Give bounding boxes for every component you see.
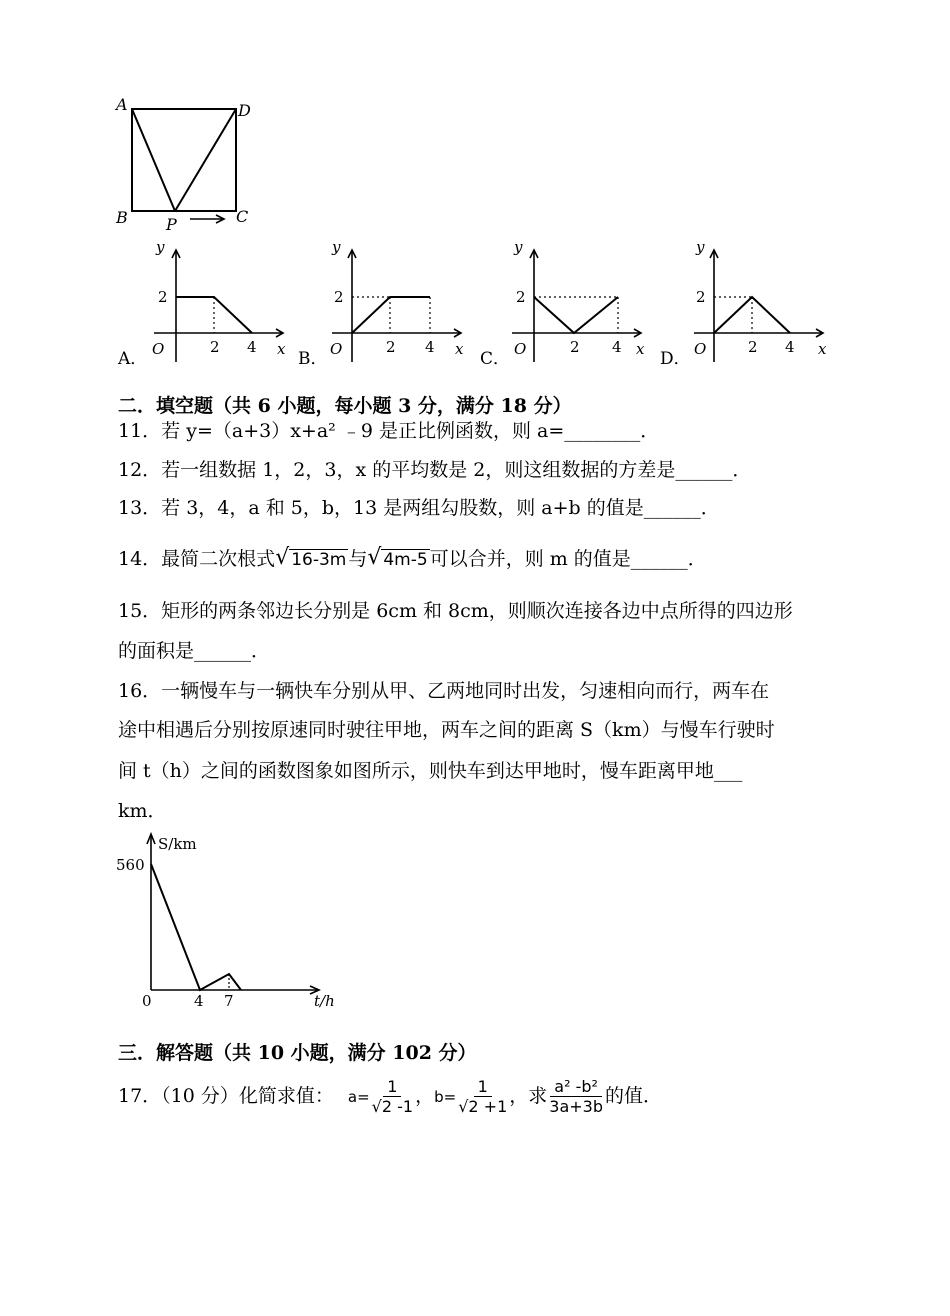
q14-mid: 与 [348,548,368,570]
graph-b-y-label: y [332,238,341,256]
graph-b-y-tick: 2 [334,288,344,306]
q17-comma: ， [415,1085,435,1108]
q14-pre: 14．最简二次根式 [118,548,276,570]
option-c-letter: C． [480,349,511,369]
square-figure [112,92,262,232]
question-11: 11．若 y=（a+3）x+a² ﹣9 是正比例函数，则 a=________． [118,420,660,442]
segment-ap [132,109,175,211]
graph-d-origin: O [694,340,707,358]
q17-expression-denominator: 3a+3b [549,1096,603,1116]
q16-distance-graph [112,826,352,1016]
graph-d-x-tick-4: 4 [785,338,795,356]
graph-d-y-label: y [696,238,705,256]
q17-a-numerator: 1 [383,1078,401,1097]
question-16-line-1: 16．一辆慢车与一辆快车分别从甲、乙两地同时出发，匀速相向而行，两车在 [118,680,770,702]
graph-c-y-tick: 2 [516,288,526,306]
q14-radical-2 [367,548,429,571]
graph-a-y-tick: 2 [158,288,168,306]
graph-d-x-label: x [818,340,827,358]
graph-c-curve [534,297,618,333]
q17-a-denominator: √2 -1 [371,1096,414,1116]
section-2-heading: 二．填空题（共 6 小题，每小题 3 分，满分 18 分） [118,395,572,417]
section-3-heading: 三．解答题（共 10 小题，满分 102 分） [118,1042,477,1064]
q17-mid: ，求 [509,1085,548,1108]
q17-a-fraction [370,1078,415,1116]
q16-curve [151,864,241,990]
q16-x-0: 0 [142,992,152,1010]
q16-x-4: 4 [194,992,204,1010]
graph-c-y-label: y [514,238,523,256]
graph-a-x-tick-4: 4 [247,338,257,356]
q17-expression-numerator: a² -b² [550,1078,602,1097]
graph-b-curve [352,297,430,333]
q17-b-denominator: √2 +1 [458,1096,508,1116]
q16-y-560: 560 [116,856,145,874]
graph-a-x-tick-2: 2 [210,338,220,356]
graph-b-x-tick-4: 4 [425,338,435,356]
option-d [660,236,840,369]
graph-a-x-label: x [277,340,286,358]
segment-dp [175,109,236,211]
graph-b-x-label: x [455,340,464,358]
graph-a [142,236,292,366]
graph-d-y-tick: 2 [696,288,706,306]
option-a-letter: A． [118,349,148,369]
q17-b-numerator: 1 [474,1078,492,1097]
option-b-letter: B． [298,349,328,369]
option-d-letter: D． [660,349,691,369]
label-a: A [116,95,128,114]
q14-radicand-1: 16-3m [291,550,347,570]
q14-radical-1 [275,548,348,571]
question-12: 12．若一组数据 1，2，3，x 的平均数是 2，则这组数据的方差是______． [118,459,752,481]
question-13: 13．若 3，4，a 和 5，b，13 是两组勾股数，则 a+b 的值是______． [118,497,720,519]
label-c: C [236,207,249,226]
q17-expression-fraction [547,1078,605,1116]
graph-c [500,236,650,366]
q16-x-label: t/h [314,992,335,1010]
graph-a-y-label: y [156,238,165,256]
graph-a-origin: O [152,340,165,358]
question-14 [118,548,707,571]
graph-c-x-tick-2: 2 [570,338,580,356]
graph-c-x-tick-4: 4 [612,338,622,356]
question-15-line-1: 15．矩形的两条邻边长分别是 6cm 和 8cm，则顺次连接各边中点所得的四边形 [118,600,793,622]
graph-b [320,236,470,366]
graph-b-origin: O [330,340,343,358]
graph-c-x-label: x [636,340,645,358]
option-a [118,236,293,369]
q16-y-label: S/km [158,835,197,853]
question-16-line-3: 间 t（h）之间的函数图象如图所示，则快车到达甲地时，慢车距离甲地___ [118,760,743,782]
graph-d [682,236,832,366]
q17-b-fraction [456,1078,509,1116]
question-16-line-2: 途中相遇后分别按原速同时驶往甲地，两车之间的距离 S（km）与慢车行驶时 [118,719,775,741]
label-b: B [116,208,128,227]
question-17 [118,1078,662,1116]
q17-b-eq: b= [434,1087,457,1106]
graph-b-x-tick-2: 2 [386,338,396,356]
option-b [298,236,473,369]
label-p: P [166,215,177,232]
q17-a-eq: a= [347,1087,370,1106]
q17-pre: 17．（10 分）化简求值： [118,1085,334,1108]
graph-c-origin: O [514,340,527,358]
question-16-line-4: km． [118,800,167,822]
q17-post: 的值． [605,1085,663,1108]
label-d: D [238,101,251,120]
graph-d-x-tick-2: 2 [748,338,758,356]
q14-post: 可以合并，则 m 的值是______． [429,548,707,570]
option-c [480,236,655,369]
q14-radicand-2: 4m-5 [383,550,428,570]
q16-x-7: 7 [224,992,234,1010]
question-15-line-2: 的面积是______． [118,640,271,662]
